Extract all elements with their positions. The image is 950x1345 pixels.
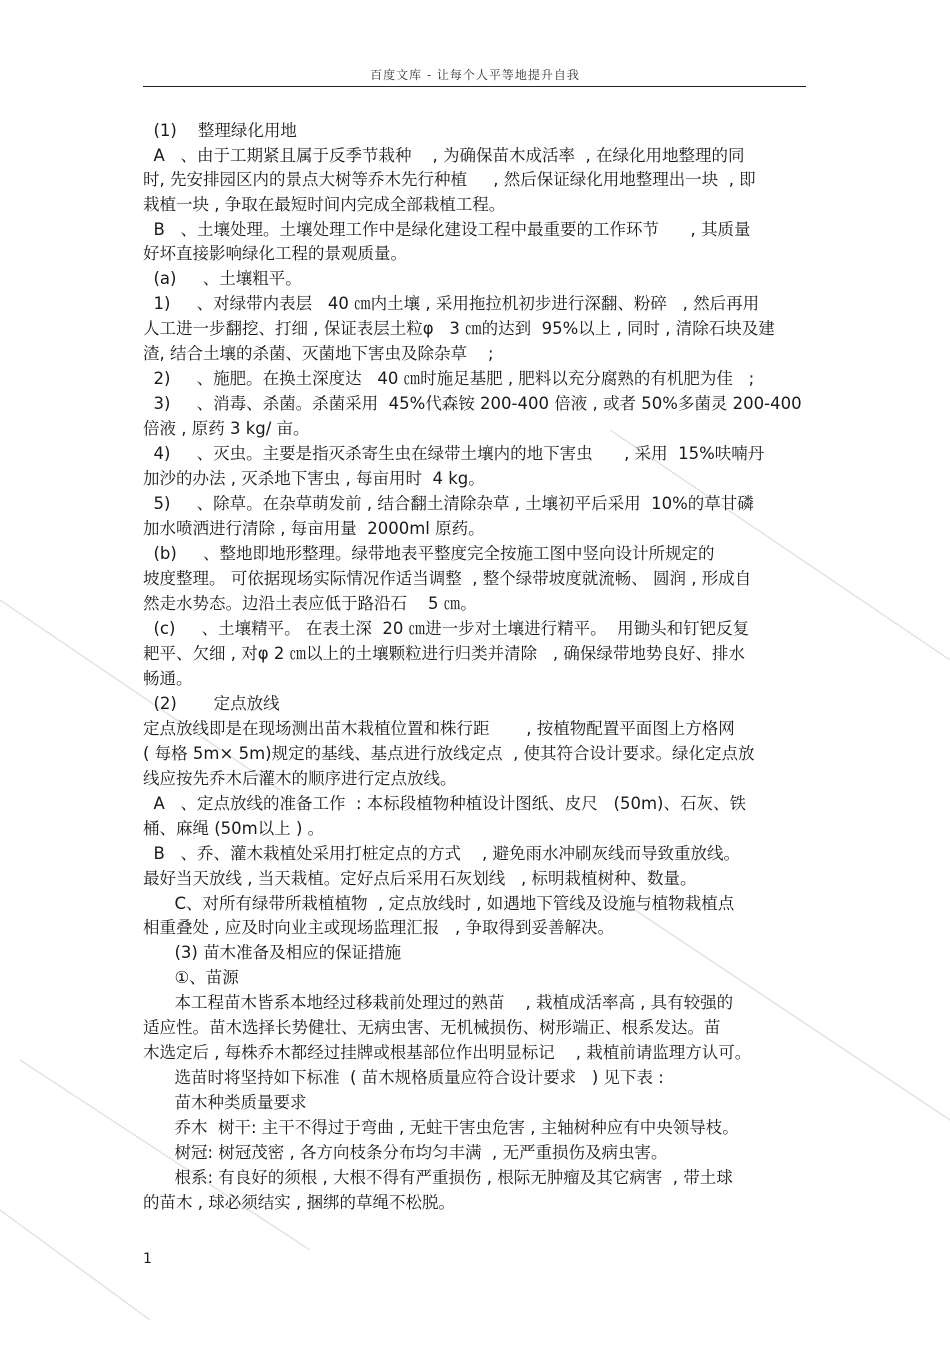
text-line: 加水喷洒进行清除 , 每亩用量 2000ml 原药。 [143,519,485,538]
text-line: (b) 、整地即地形整理。绿带地表平整度完全按施工图中竖向设计所规定的 [143,544,715,563]
text-line: A 、定点放线的准备工作 : 本标段植物种植设计图纸、皮尺 (50m)、石灰、铁 [143,794,746,813]
text-line: (2) 定点放线 [143,694,280,713]
text-line: 栽植一块 , 争取在最短时间内完成全部栽植工程。 [143,195,506,214]
text-line: 2) 、施肥。在换土深度达 40 ㎝时施足基肥 , 肥料以充分腐熟的有机肥为佳 ; [143,369,755,388]
text-line: 然走水势态。边沿土表应低于路沿石 5 ㎝。 [143,594,477,613]
text-line: 乔木 树干: 主干不得过于弯曲 , 无蛀干害虫危害 , 主轴树种应有中央领导枝。 [143,1118,739,1137]
text-line: 倍液 , 原药 3 kg/ 亩。 [143,419,310,438]
text-line: 好坏直接影响绿化工程的景观质量。 [143,244,407,263]
text-line: 加沙的办法 , 灭杀地下害虫 , 每亩用时 4 kg。 [143,469,485,488]
text-line: 适应性。苗木选择长势健壮、无病虫害、无机械损伤、树形端正、根系发达。苗 [143,1018,721,1037]
text-line: 线应按先乔木后灌木的顺序进行定点放线。 [143,769,457,788]
text-line: (3) 苗木准备及相应的保证措施 [143,943,402,962]
text-line: 选苗时将坚持如下标准 ( 苗木规格质量应符合设计要求 ) 见下表 : [143,1068,664,1087]
text-line: 人工进一步翻挖、打细 , 保证表层土粒φ 3 ㎝的达到 95%以上 , 同时 , 清除石块及建 [143,319,775,338]
text-line: 3) 、消毒、杀菌。杀菌采用 45%代森铵 200-400 倍液 , 或者 50%多菌灵 200-400 [143,394,802,413]
text-line: (1) 整理绿化用地 [143,121,297,140]
text-line: 耙平、欠细 , 对φ 2 ㎝以上的土壤颗粒进行归类并清除 , 确保绿带地势良好、排水 [143,644,745,663]
text-line: 木选定后 , 每株乔木都经过挂牌或根基部位作出明显标记 , 栽植前请监理方认可。 [143,1043,752,1062]
text-line: (a) 、土壤粗平。 [143,269,302,288]
page-header: 百度文库 - 让每个人平等地提升自我 [370,68,580,82]
text-line: 时, 先安排园区内的景点大树等乔木先行种植 , 然后保证绿化用地整理出一块 , 即 [143,170,756,189]
header-rule [143,86,806,87]
text-line: 1) 、对绿带内表层 40 ㎝内土壤 , 采用拖拉机初步进行深翻、粉碎 , 然后再用 [143,294,760,313]
text-line: 的苗木 , 球必须结实 , 捆绑的草绳不松脱。 [143,1193,455,1212]
page-number: 1 [143,1251,152,1267]
text-line: C、对所有绿带所栽植植物 , 定点放线时 , 如遇地下管线及设施与植物栽植点 [143,894,735,913]
text-line: 5) 、除草。在杂草萌发前 , 结合翻土清除杂草 , 土壤初平后采用 10%的草甘磷 [143,494,754,513]
text-line: A 、由于工期紧且属于反季节栽种 , 为确保苗木成活率 , 在绿化用地整理的同 [143,146,745,165]
text-line: B 、乔、灌木栽植处采用打桩定点的方式 , 避免雨水冲刷灰线而导致重放线。 [143,844,741,863]
text-line: ①、苗源 [143,968,239,987]
text-line: B 、土壤处理。土壤处理工作中是绿化建设工程中最重要的工作环节 , 其质量 [143,220,751,239]
text-line: 根系: 有良好的须根 , 大根不得有严重损伤 , 根际无肿瘤及其它病害 , 带土球 [143,1168,733,1187]
text-line: 坡度整理。 可依据现场实际情况作适当调整 , 整个绿带坡度就流畅、 圆润 , 形成自 [143,569,752,588]
text-line: 相重叠处 , 应及时向业主或现场监理汇报 , 争取得到妥善解决。 [143,918,614,937]
text-line: 本工程苗木皆系本地经过移栽前处理过的熟苗 , 栽植成活率高 , 具有较强的 [143,993,734,1012]
text-line: 畅通。 [143,669,193,688]
text-line: 苗木种类质量要求 [143,1093,307,1112]
text-line: (c) 、土壤精平。 在表土深 20 ㎝进一步对土壤进行精平。 用锄头和钉钯反复 [143,619,750,638]
text-line: 最好当天放线 , 当天栽植。定好点后采用石灰划线 , 标明栽植树种、数量。 [143,869,697,888]
text-line: 渣, 结合土壤的杀菌、灭菌地下害虫及除杂草 ; [143,344,494,363]
text-line: 树冠: 树冠茂密 , 各方向枝条分布均匀丰满 , 无严重损伤及病虫害。 [143,1143,668,1162]
text-line: 桶、麻绳 (50m以上 ) 。 [143,819,325,838]
text-line: ( 每格 5m× 5m)规定的基线、基点进行放线定点 , 使其符合设计要求。绿化定点放 [143,744,755,763]
text-line: 定点放线即是在现场测出苗木栽植位置和株行距 , 按植物配置平面图上方格网 [143,719,735,738]
text-line: 4) 、灭虫。主要是指灭杀寄生虫在绿带土壤内的地下害虫 , 采用 15%呋喃丹 [143,444,765,463]
